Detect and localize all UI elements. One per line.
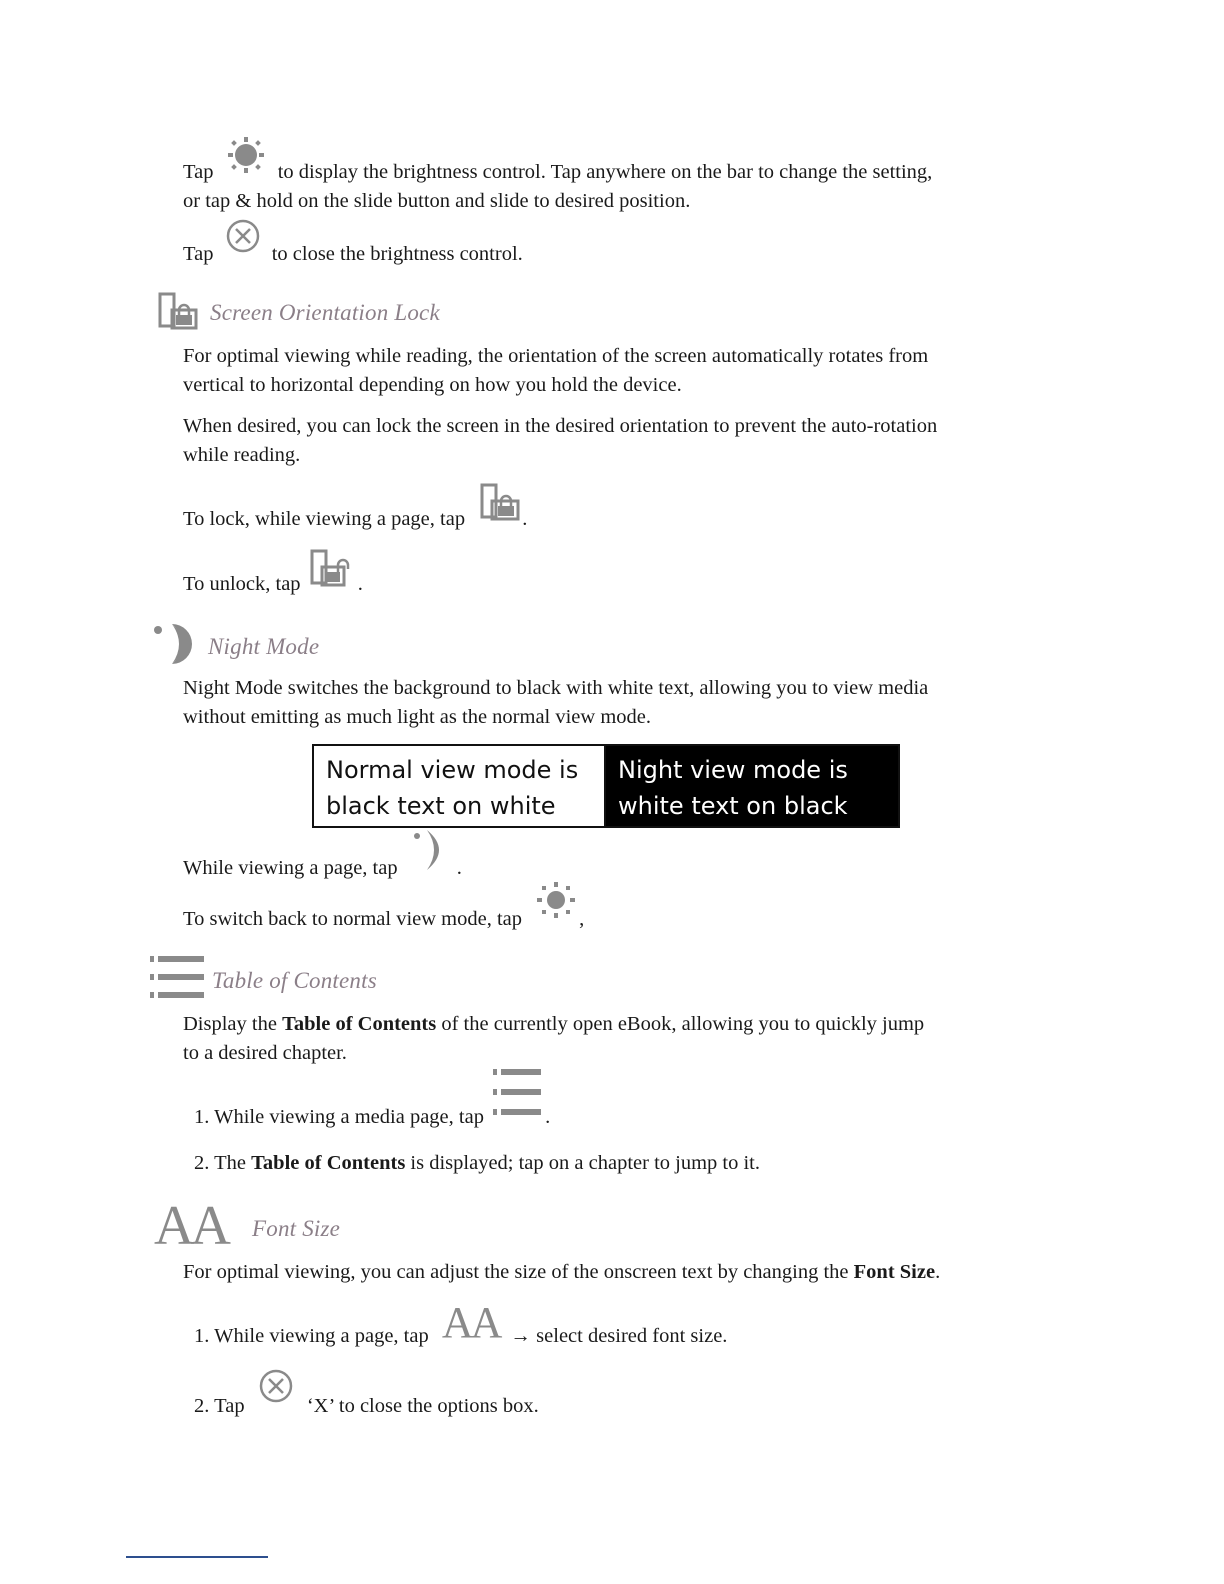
toc-paragraph-line2: to a desired chapter. — [183, 1042, 347, 1064]
footnote-rule — [126, 1556, 268, 1558]
brightness-instruction-line2: or tap & hold on the slide button and slide to desired position. — [183, 190, 691, 212]
list-icon — [148, 950, 208, 1009]
brightness-icon — [223, 137, 269, 188]
brightness-close-instruction: Tap to close the brightness control. — [183, 240, 523, 269]
close-circle-icon — [223, 218, 263, 267]
font-size-icon: AA — [154, 1195, 227, 1257]
night-paragraph-line1: Night Mode switches the background to black with white text, allowing you to view media — [183, 677, 929, 699]
moon-icon — [150, 620, 206, 673]
section-heading-night-mode: Night Mode — [208, 634, 320, 659]
normal-view-example: Normal view mode is black text on white — [314, 746, 606, 826]
moon-icon — [411, 828, 457, 881]
section-heading-font-size: Font Size — [252, 1216, 341, 1241]
toc-step-1: 1. While viewing a media page, tap . — [194, 1103, 550, 1132]
font-step-1: 1. While viewing a page, tap AA → select desired font size. — [194, 1298, 728, 1348]
section-heading-toc: Table of Contents — [212, 968, 377, 993]
font-size-icon: AA — [441, 1298, 500, 1348]
lock-icon — [478, 483, 522, 532]
section-heading-orientation: Screen Orientation Lock — [210, 300, 440, 325]
orientation-paragraph-2-line2: while reading. — [183, 444, 301, 466]
font-step-2: 2. Tap ‘X’ to close the options box. — [194, 1392, 539, 1421]
night-view-example: Night view mode is white text on black — [606, 746, 898, 826]
orientation-lock-icon — [156, 292, 200, 337]
close-circle-icon — [256, 1368, 296, 1417]
toc-step-2: 2. The Table of Contents is displayed; tap on a chapter to jump to it. — [194, 1152, 760, 1174]
lock-instruction: To lock, while viewing a page, tap . — [183, 505, 527, 534]
night-mode-instruction: While viewing a page, tap . — [183, 854, 462, 883]
unlock-instruction: To unlock, tap . — [183, 570, 363, 599]
orientation-paragraph-1-line1: For optimal viewing while reading, the orientation of the screen automatically rotates from — [183, 345, 929, 367]
unlock-icon — [308, 549, 358, 598]
font-paragraph: For optimal viewing, you can adjust the size of the onscreen text by changing the Font Size. — [183, 1261, 941, 1283]
view-mode-comparison — [312, 744, 900, 828]
orientation-paragraph-2-line1: When desired, you can lock the screen in the desired orientation to prevent the auto-rotation — [183, 415, 938, 437]
sun-icon — [533, 880, 579, 933]
arrow-right-icon: → — [510, 1325, 532, 1347]
normal-mode-instruction: To switch back to normal view mode, tap , — [183, 905, 584, 934]
toc-paragraph-line1: Display the Table of Contents of the currently open eBook, allowing you to quickly jump — [183, 1013, 925, 1035]
brightness-instruction: Tap to display the brightness control. Tap anywhere on the bar to change the setting, — [183, 158, 932, 188]
night-paragraph-line2: without emitting as much light as the normal view mode. — [183, 706, 652, 728]
list-icon — [491, 1065, 545, 1130]
orientation-paragraph-1-line2: vertical to horizontal depending on how you hold the device. — [183, 374, 682, 396]
